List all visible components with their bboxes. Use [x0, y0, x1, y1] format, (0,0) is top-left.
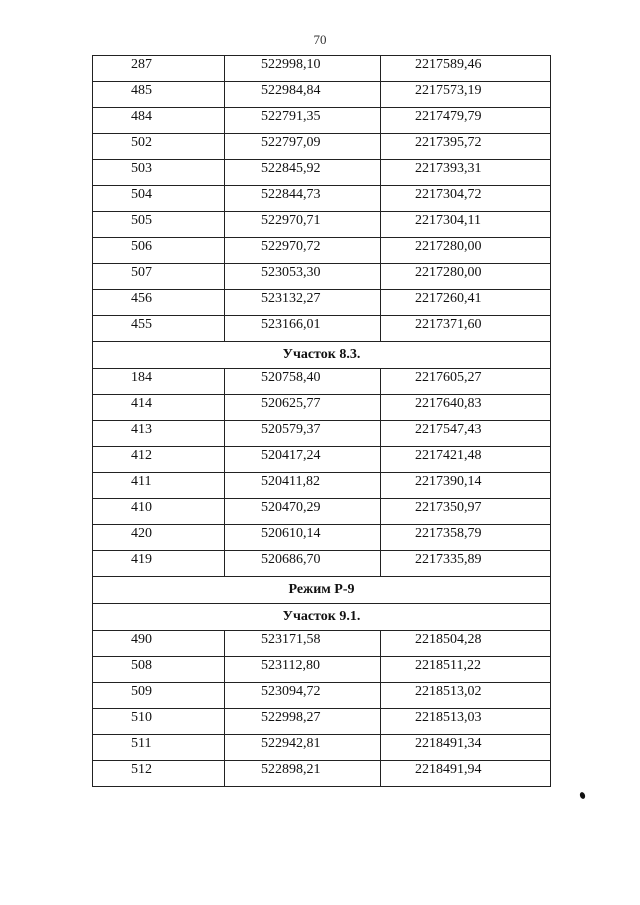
x-coordinate-cell: 522998,27	[225, 709, 381, 735]
x-coordinate-cell: 522791,35	[225, 108, 381, 134]
coordinates-table-body	[93, 56, 551, 787]
table-row	[93, 709, 551, 735]
y-coordinate-cell: 2217421,48	[381, 447, 551, 473]
point-number-cell: 503	[93, 160, 225, 186]
y-coordinate-cell: 2218513,03	[381, 709, 551, 735]
y-coordinate-cell: 2217390,14	[381, 473, 551, 499]
x-coordinate-cell: 523094,72	[225, 683, 381, 709]
y-coordinate-cell: 2217589,46	[381, 56, 551, 82]
point-number-cell: 420	[93, 525, 225, 551]
point-number-cell: 414	[93, 395, 225, 421]
x-coordinate-cell: 522797,09	[225, 134, 381, 160]
x-coordinate-cell: 522942,81	[225, 735, 381, 761]
y-coordinate-cell: 2217335,89	[381, 551, 551, 577]
table-row	[93, 735, 551, 761]
x-coordinate-cell: 520686,70	[225, 551, 381, 577]
point-number-cell: 411	[93, 473, 225, 499]
point-number-cell: 506	[93, 238, 225, 264]
table-row	[93, 473, 551, 499]
table-row	[93, 290, 551, 316]
section-title: Участок 9.1.	[93, 604, 551, 631]
section-header-row	[93, 577, 551, 604]
point-number-cell: 511	[93, 735, 225, 761]
y-coordinate-cell: 2217573,19	[381, 82, 551, 108]
y-coordinate-cell: 2218504,28	[381, 631, 551, 657]
point-number-cell: 184	[93, 369, 225, 395]
point-number-cell: 507	[93, 264, 225, 290]
x-coordinate-cell: 520470,29	[225, 499, 381, 525]
table-row	[93, 657, 551, 683]
point-number-cell: 287	[93, 56, 225, 82]
point-number-cell: 509	[93, 683, 225, 709]
y-coordinate-cell: 2217371,60	[381, 316, 551, 342]
y-coordinate-cell: 2217479,79	[381, 108, 551, 134]
table-row	[93, 134, 551, 160]
x-coordinate-cell: 523053,30	[225, 264, 381, 290]
point-number-cell: 485	[93, 82, 225, 108]
point-number-cell: 456	[93, 290, 225, 316]
point-number-cell: 412	[93, 447, 225, 473]
table-row	[93, 160, 551, 186]
table-row	[93, 683, 551, 709]
x-coordinate-cell: 523132,27	[225, 290, 381, 316]
table-row	[93, 395, 551, 421]
table-row	[93, 316, 551, 342]
table-row	[93, 212, 551, 238]
y-coordinate-cell: 2218491,34	[381, 735, 551, 761]
table-row	[93, 761, 551, 787]
ink-mark	[579, 791, 586, 799]
table-row	[93, 631, 551, 657]
x-coordinate-cell: 522898,21	[225, 761, 381, 787]
table-row	[93, 447, 551, 473]
table-row	[93, 369, 551, 395]
y-coordinate-cell: 2217605,27	[381, 369, 551, 395]
x-coordinate-cell: 523166,01	[225, 316, 381, 342]
x-coordinate-cell: 520610,14	[225, 525, 381, 551]
point-number-cell: 504	[93, 186, 225, 212]
y-coordinate-cell: 2217304,11	[381, 212, 551, 238]
x-coordinate-cell: 520411,82	[225, 473, 381, 499]
table-row	[93, 421, 551, 447]
point-number-cell: 508	[93, 657, 225, 683]
x-coordinate-cell: 520758,40	[225, 369, 381, 395]
y-coordinate-cell: 2217350,97	[381, 499, 551, 525]
y-coordinate-cell: 2217358,79	[381, 525, 551, 551]
y-coordinate-cell: 2217304,72	[381, 186, 551, 212]
y-coordinate-cell: 2217280,00	[381, 264, 551, 290]
table-row	[93, 108, 551, 134]
x-coordinate-cell: 522970,72	[225, 238, 381, 264]
table-row	[93, 56, 551, 82]
table-row	[93, 551, 551, 577]
table-row	[93, 82, 551, 108]
x-coordinate-cell: 523112,80	[225, 657, 381, 683]
point-number-cell: 413	[93, 421, 225, 447]
section-header-row	[93, 604, 551, 631]
y-coordinate-cell: 2217393,31	[381, 160, 551, 186]
coordinates-table	[92, 55, 551, 787]
point-number-cell: 484	[93, 108, 225, 134]
y-coordinate-cell: 2217547,43	[381, 421, 551, 447]
point-number-cell: 512	[93, 761, 225, 787]
point-number-cell: 490	[93, 631, 225, 657]
y-coordinate-cell: 2217260,41	[381, 290, 551, 316]
x-coordinate-cell: 522970,71	[225, 212, 381, 238]
y-coordinate-cell: 2217640,83	[381, 395, 551, 421]
table-row	[93, 238, 551, 264]
x-coordinate-cell: 522845,92	[225, 160, 381, 186]
point-number-cell: 502	[93, 134, 225, 160]
x-coordinate-cell: 520579,37	[225, 421, 381, 447]
table-row	[93, 499, 551, 525]
section-header-row	[93, 342, 551, 369]
table-row	[93, 264, 551, 290]
x-coordinate-cell: 520417,24	[225, 447, 381, 473]
y-coordinate-cell: 2217280,00	[381, 238, 551, 264]
x-coordinate-cell: 522998,10	[225, 56, 381, 82]
point-number-cell: 505	[93, 212, 225, 238]
table-row	[93, 525, 551, 551]
x-coordinate-cell: 523171,58	[225, 631, 381, 657]
x-coordinate-cell: 520625,77	[225, 395, 381, 421]
x-coordinate-cell: 522844,73	[225, 186, 381, 212]
point-number-cell: 410	[93, 499, 225, 525]
point-number-cell: 455	[93, 316, 225, 342]
y-coordinate-cell: 2218511,22	[381, 657, 551, 683]
point-number-cell: 510	[93, 709, 225, 735]
page-number: 70	[313, 32, 327, 47]
section-title: Участок 8.3.	[93, 342, 551, 369]
x-coordinate-cell: 522984,84	[225, 82, 381, 108]
y-coordinate-cell: 2218513,02	[381, 683, 551, 709]
table-row	[93, 186, 551, 212]
point-number-cell: 419	[93, 551, 225, 577]
section-title: Режим Р-9	[93, 577, 551, 604]
y-coordinate-cell: 2217395,72	[381, 134, 551, 160]
y-coordinate-cell: 2218491,94	[381, 761, 551, 787]
